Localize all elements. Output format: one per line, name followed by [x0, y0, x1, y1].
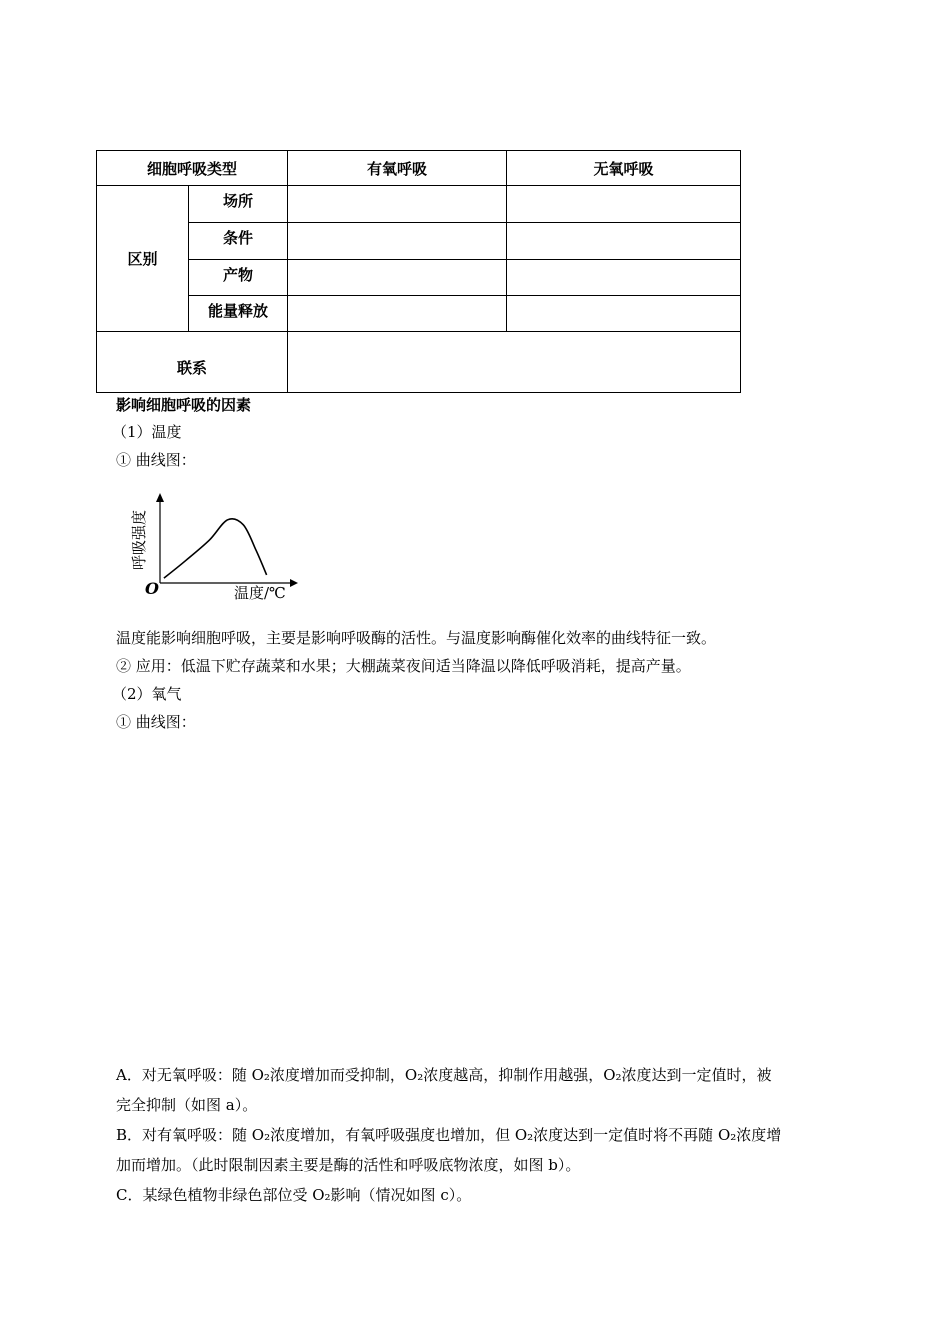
cell-aerobic-condition	[288, 223, 507, 260]
note-a-line2: 完全抑制（如图 a）。	[116, 1096, 258, 1114]
oxygen-curve-label: ① 曲线图：	[116, 713, 196, 731]
note-b-line1: B．对有氧呼吸：随 O₂浓度增加，有氧呼吸强度也增加，但 O₂浓度达到一定值时将不再随 O₂浓度增	[116, 1126, 782, 1144]
y-axis-arrow	[156, 493, 164, 502]
cell-anaerobic-product	[507, 260, 741, 296]
section-title: 影响细胞呼吸的因素	[116, 396, 252, 414]
row-product: 产物	[189, 260, 288, 296]
respiration-table	[96, 150, 741, 393]
note-a-line1: A．对无氧呼吸：随 O₂浓度增加而受抑制，O₂浓度越高，抑制作用越强，O₂浓度达到一定值时，被	[116, 1066, 772, 1084]
cell-aerobic-location	[288, 186, 507, 223]
temp-heading: （1）温度	[112, 423, 182, 441]
link-label: 联系	[97, 332, 288, 393]
cell-anaerobic-condition	[507, 223, 741, 260]
cell-anaerobic-energy	[507, 296, 741, 332]
series-line	[164, 519, 267, 578]
origin-label: O	[145, 579, 159, 598]
oxygen-notes	[116, 1060, 846, 1210]
y-axis-label: 呼吸强度	[130, 509, 148, 571]
temp-curve-label: ① 曲线图：	[116, 451, 196, 469]
x-axis-label: 温度/℃	[234, 584, 286, 602]
row-energy: 能量释放	[189, 296, 288, 332]
note-b-line2: 加而增加。（此时限制因素主要是酶的活性和呼吸底物浓度，如图 b）。	[116, 1156, 581, 1174]
header-aerobic: 有氧呼吸	[288, 151, 507, 186]
temp-application: ② 应用：低温下贮存蔬菜和水果；大棚蔬菜夜间适当降温以降低呼吸消耗，提高产量。	[116, 657, 691, 675]
header-type: 细胞呼吸类型	[97, 151, 288, 186]
row-location: 场所	[189, 186, 288, 223]
cell-aerobic-product	[288, 260, 507, 296]
cell-link	[288, 332, 741, 393]
row-condition: 条件	[189, 223, 288, 260]
oxygen-heading: （2）氧气	[112, 685, 182, 703]
cell-aerobic-energy	[288, 296, 507, 332]
temperature-chart	[130, 490, 300, 605]
x-axis-arrow	[290, 579, 298, 587]
cell-anaerobic-location	[507, 186, 741, 223]
header-anaerobic: 无氧呼吸	[507, 151, 741, 186]
note-c-line1: C．某绿色植物非绿色部位受 O₂影响（情况如图 c）。	[116, 1186, 472, 1204]
temp-desc: 温度能影响细胞呼吸，主要是影响呼吸酶的活性。与温度影响酶催化效率的曲线特征一致。	[116, 629, 717, 647]
diff-label: 区别	[97, 186, 189, 332]
